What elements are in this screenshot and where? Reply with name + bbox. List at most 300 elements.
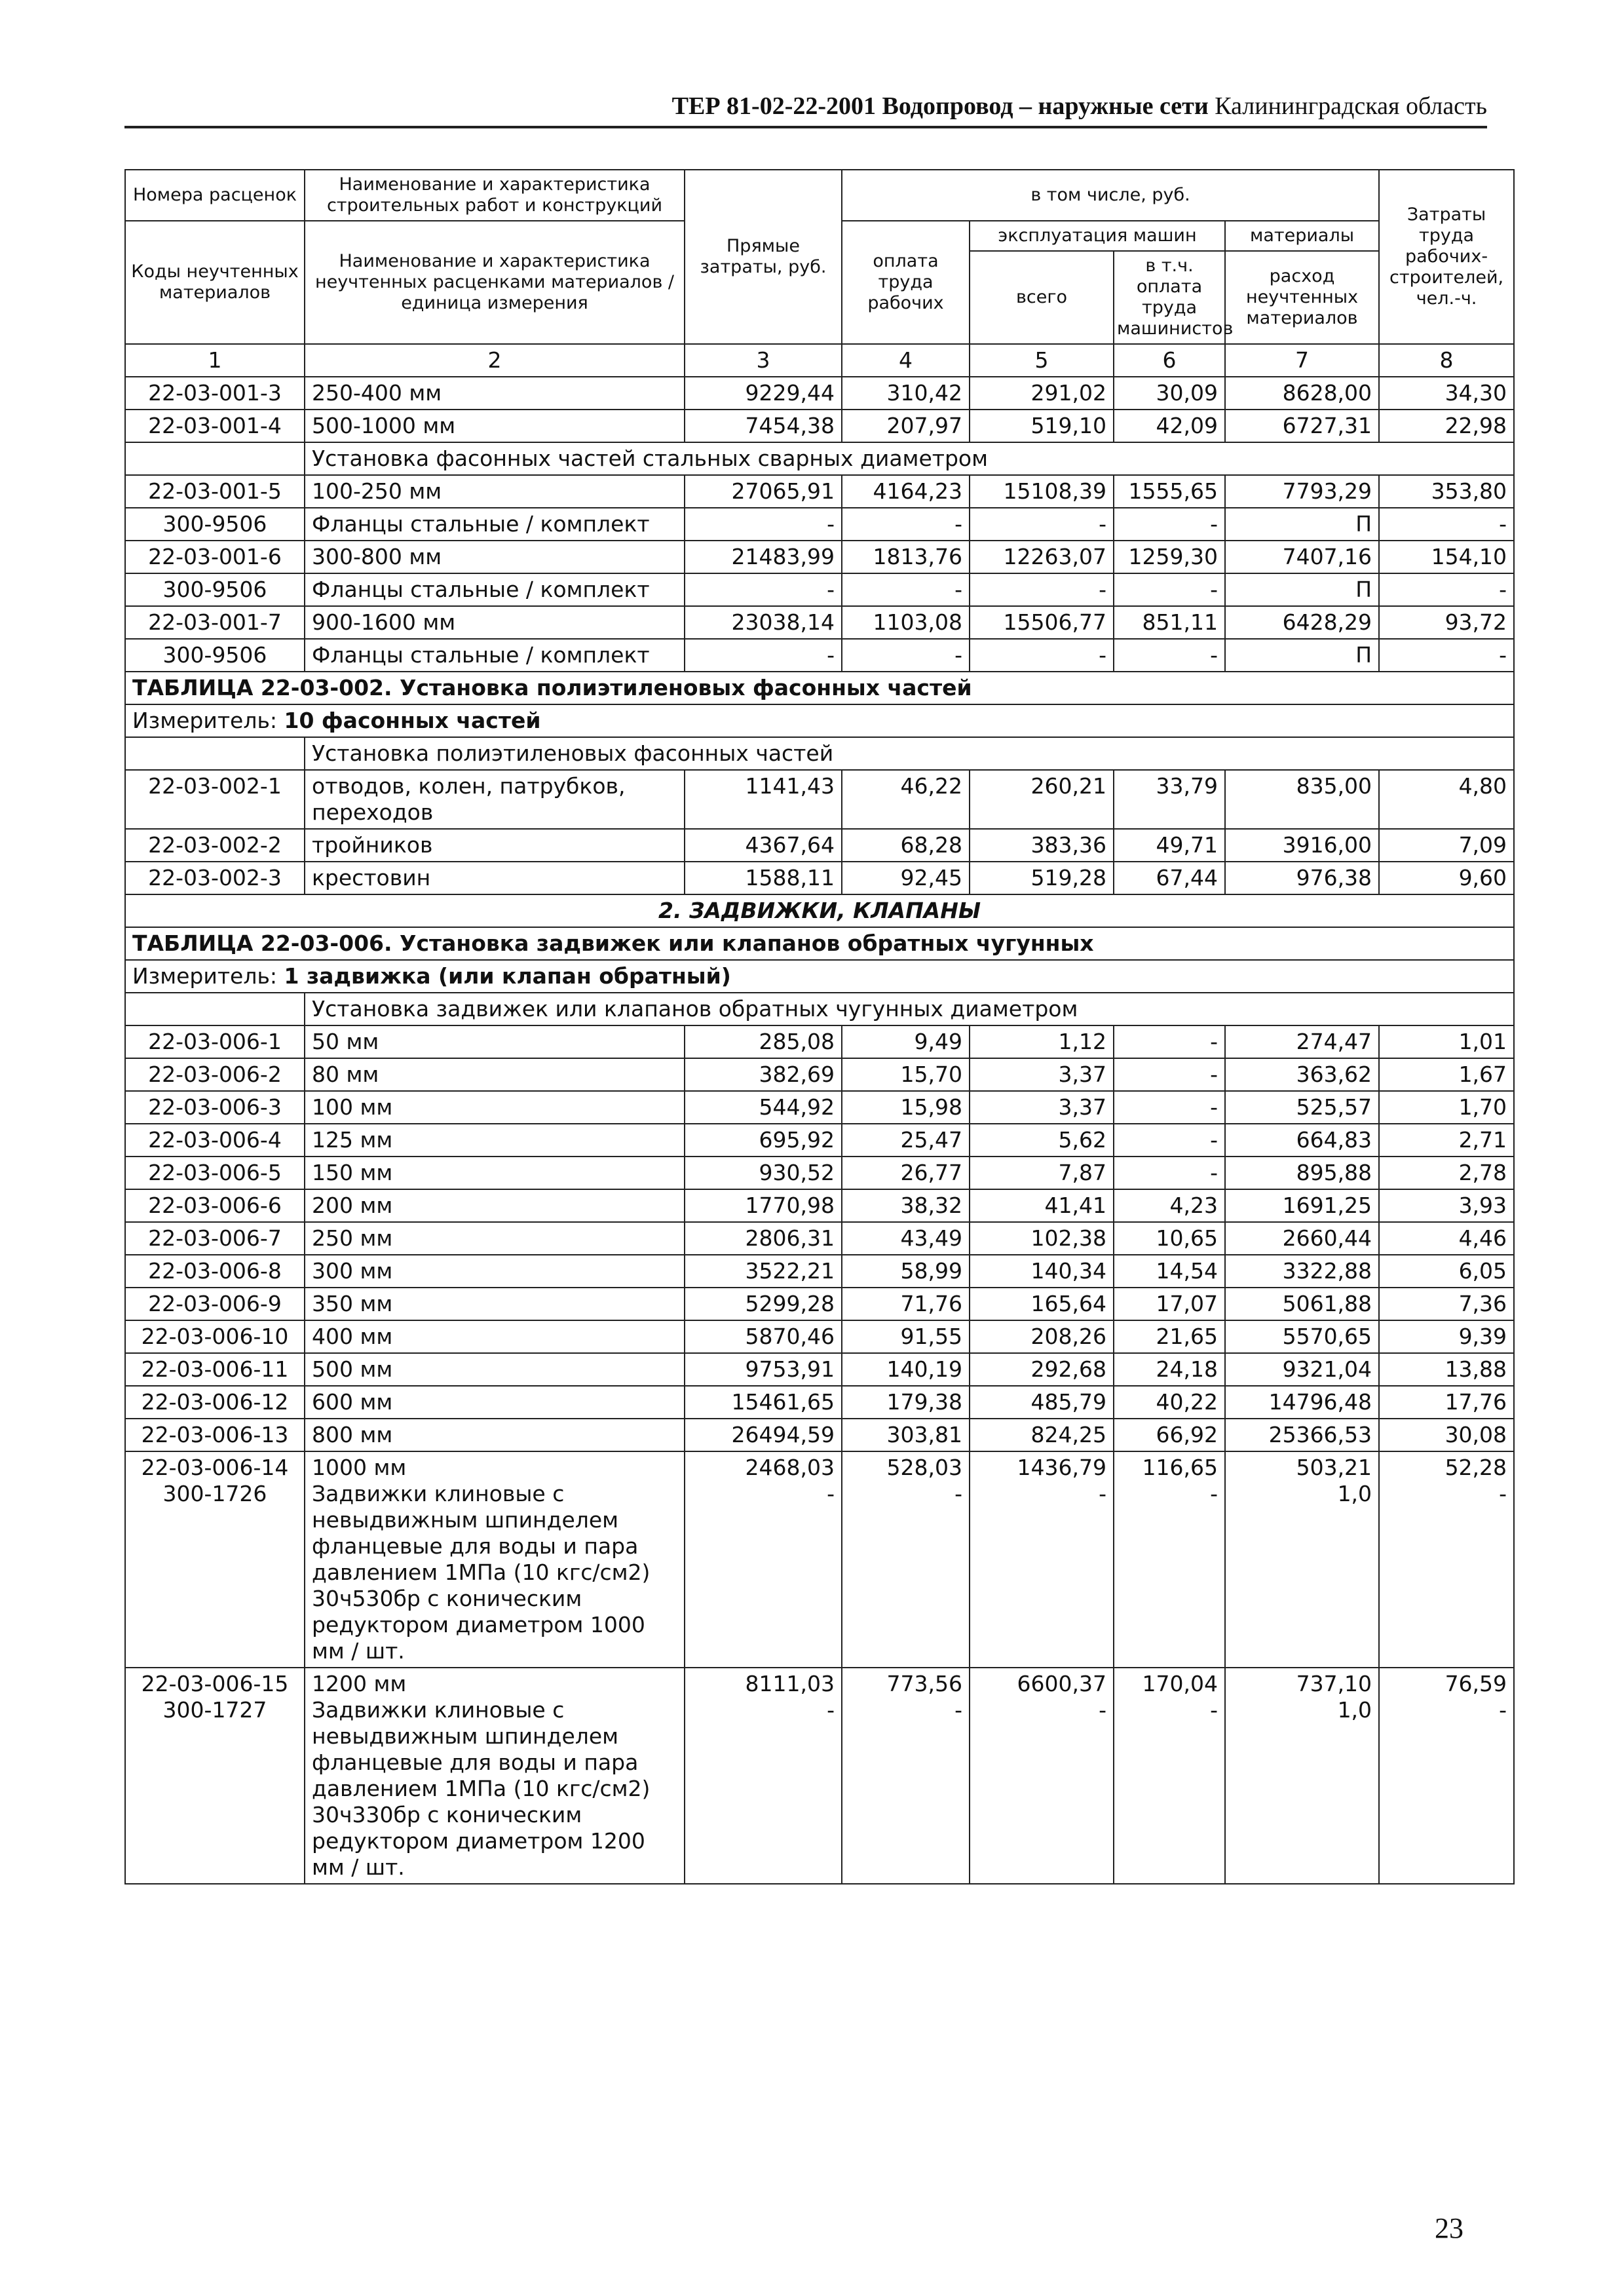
machines-total: 824,25 [970,1419,1114,1451]
rate-code: 300-9506 [125,639,305,672]
materials: 7407,16 [1225,541,1379,573]
page-header [124,92,1487,128]
rate-code: 22-03-006-2 [125,1058,305,1091]
col-number: 8 [1379,344,1514,377]
work-name: 80 мм [305,1058,685,1091]
page-number: 23 [1435,2212,1463,2244]
work-name-cell [305,1451,685,1668]
wages: 310,42 [842,377,970,410]
labor-hours: 76,59 [1445,1671,1507,1696]
work-name: 50 мм [305,1025,685,1058]
rate-code: 22-03-001-5 [125,475,305,508]
machines-total: 140,34 [970,1255,1114,1288]
col-number: 3 [685,344,842,377]
work-name: отводов, колен, патрубков, переходов [305,770,685,829]
work-name: крестовин [305,862,685,894]
col-code-header: Номера расценок [125,170,305,221]
work-name: 100-250 мм [305,475,685,508]
work-name: 200 мм [305,1189,685,1222]
wages: - [842,639,970,672]
header-row-1 [125,170,1514,221]
wages: 26,77 [842,1157,970,1189]
wages: 4164,23 [842,475,970,508]
material-rate-code: 300-1727 [162,1697,267,1723]
direct-costs: 2806,31 [685,1222,842,1255]
material-labor-hours: - [1499,1697,1507,1723]
machines-total: - [970,508,1114,541]
material-row [125,639,1514,672]
materials-cell [1225,1668,1379,1884]
materials: 274,47 [1225,1025,1379,1058]
work-name: Фланцы стальные / комплект [305,508,685,541]
rates-table [124,169,1515,1885]
work-name: 800 мм [305,1419,685,1451]
work-name: 125 мм [305,1124,685,1157]
work-name: 1200 мм [312,1671,407,1696]
materials-cell [1225,1451,1379,1668]
materials: П [1225,639,1379,672]
materials: 525,57 [1225,1091,1379,1124]
labor-hours: 4,80 [1379,770,1514,829]
col-wages-header: оплата труда рабочих [842,221,970,344]
col-unaccounted-materials-header: расход неучтенных материалов [1225,251,1379,344]
machines-total: 260,21 [970,770,1114,829]
group-title: Установка фасонных частей стальных сварных диаметром [305,442,1514,475]
group-title: Установка полиэтиленовых фасонных частей [305,737,1514,770]
wages: 46,22 [842,770,970,829]
material-row [125,573,1514,606]
col-number: 5 [970,344,1114,377]
col-number: 1 [125,344,305,377]
col-labor-hours-header: Затраты труда рабочих-строителей, чел.-ч. [1379,170,1514,344]
work-name: 600 мм [305,1386,685,1419]
rate-code: 22-03-002-1 [125,770,305,829]
labor-hours: 7,09 [1379,829,1514,862]
table-row [125,1419,1514,1451]
section-title-row [125,894,1514,927]
group-title: Установка задвижек или клапанов обратных чугунных диаметром [305,993,1514,1025]
operators-wages: 30,09 [1114,377,1225,410]
col-machines-total-header: всего [970,251,1114,344]
rate-code-cell [125,1451,305,1668]
materials: 1691,25 [1225,1189,1379,1222]
col-material-code-header: Коды неучтенных материалов [125,221,305,344]
labor-hours: 9,60 [1379,862,1514,894]
operators-wages: 1259,30 [1114,541,1225,573]
col-materials-header: материалы [1225,221,1379,251]
rate-code: 22-03-006-4 [125,1124,305,1157]
direct-costs: - [685,639,842,672]
direct-costs: 9229,44 [685,377,842,410]
wages: 528,03 [886,1455,962,1480]
operators-wages: - [1114,1091,1225,1124]
col-operators-wages-header: в т.ч. оплата труда машинистов [1114,251,1225,344]
direct-costs: 15461,65 [685,1386,842,1419]
machines-total-cell [970,1451,1114,1668]
machines-total: 102,38 [970,1222,1114,1255]
table-row [125,1451,1514,1668]
machines-total: 519,28 [970,862,1114,894]
operators-wages: 4,23 [1114,1189,1225,1222]
table-row [125,1189,1514,1222]
operators-wages: 49,71 [1114,829,1225,862]
machines-total: 519,10 [970,410,1114,442]
materials: 363,62 [1225,1058,1379,1091]
table-row [125,410,1514,442]
col-number: 2 [305,344,685,377]
labor-hours: 52,28 [1445,1455,1507,1480]
wages: 303,81 [842,1419,970,1451]
wages: - [842,573,970,606]
table-title-row [125,927,1514,960]
machines-total: 12263,07 [970,541,1114,573]
materials: 737,10 [1296,1671,1372,1696]
wages: 43,49 [842,1222,970,1255]
operators-wages: - [1114,639,1225,672]
table-title-row [125,672,1514,704]
wages-cell [842,1451,970,1668]
col-name-header: Наименование и характеристика строительных работ и конструкций [305,170,685,221]
operators-wages: 170,04 [1142,1671,1218,1696]
operators-wages: 21,65 [1114,1320,1225,1353]
wages: 1813,76 [842,541,970,573]
table-row [125,1668,1514,1884]
machines-total: 15108,39 [970,475,1114,508]
table-row [125,1386,1514,1419]
wages: 38,32 [842,1189,970,1222]
rate-code: 22-03-006-11 [125,1353,305,1386]
labor-hours: 93,72 [1379,606,1514,639]
wages: 15,70 [842,1058,970,1091]
labor-hours: 4,46 [1379,1222,1514,1255]
material-machines-total: - [1099,1697,1106,1723]
meter-value: 1 задвижка (или клапан обратный) [284,963,731,989]
rate-code: 22-03-006-8 [125,1255,305,1288]
wages: - [842,508,970,541]
table-row [125,377,1514,410]
group-title-row [125,737,1514,770]
rate-code: 22-03-006-9 [125,1288,305,1320]
group-title-row [125,993,1514,1025]
direct-costs: - [685,573,842,606]
labor-hours-cell [1379,1451,1514,1668]
rate-code-cell [125,1668,305,1884]
material-wages: - [954,1697,962,1723]
direct-costs: 7454,38 [685,410,842,442]
rate-code: 22-03-006-1 [125,1025,305,1058]
header-document-code: ТЕР 81-02-22-2001 Водопровод – наружные сети [671,92,1209,120]
operators-wages: 14,54 [1114,1255,1225,1288]
labor-hours: 1,67 [1379,1058,1514,1091]
labor-hours: 1,01 [1379,1025,1514,1058]
operators-wages: 24,18 [1114,1353,1225,1386]
materials: 8628,00 [1225,377,1379,410]
operators-wages: 42,09 [1114,410,1225,442]
material-work-name: Задвижки клиновые с невыдвижным шпинделем фланцевые для воды и пара давлением 1МПа (10 кгс/см2) 30ч530бр с коническим редуктором диаметром 1000 мм / шт. [312,1481,651,1664]
machines-total: 291,02 [970,377,1114,410]
meter-line [125,960,1514,993]
materials: 503,21 [1296,1455,1372,1480]
materials: 2660,44 [1225,1222,1379,1255]
material-labor-hours: - [1499,1481,1507,1506]
operators-wages-cell [1114,1668,1225,1884]
operators-wages: 40,22 [1114,1386,1225,1419]
work-name: 500-1000 мм [305,410,685,442]
materials: 976,38 [1225,862,1379,894]
meter-value: 10 фасонных частей [284,708,541,733]
machines-total: 15506,77 [970,606,1114,639]
work-name: 250-400 мм [305,377,685,410]
direct-costs: 5870,46 [685,1320,842,1353]
direct-costs: 9753,91 [685,1353,842,1386]
col-number: 6 [1114,344,1225,377]
operators-wages: - [1114,1124,1225,1157]
work-name: Фланцы стальные / комплект [305,573,685,606]
rate-code: 22-03-002-2 [125,829,305,862]
table-row [125,541,1514,573]
direct-costs: 1770,98 [685,1189,842,1222]
materials: П [1225,508,1379,541]
operators-wages: 67,44 [1114,862,1225,894]
rate-code: 22-03-006-6 [125,1189,305,1222]
direct-costs-cell [685,1668,842,1884]
direct-costs: 382,69 [685,1058,842,1091]
machines-total: 6600,37 [1017,1671,1106,1696]
machines-total: 1436,79 [1017,1455,1106,1480]
material-direct-costs: - [827,1697,835,1723]
materials: 5570,65 [1225,1320,1379,1353]
wages-cell [842,1668,970,1884]
material-wages: - [954,1481,962,1506]
wages: 15,98 [842,1091,970,1124]
wages: 1103,08 [842,606,970,639]
labor-hours: - [1379,508,1514,541]
direct-costs: 4367,64 [685,829,842,862]
direct-costs-cell [685,1451,842,1668]
labor-hours-cell [1379,1668,1514,1884]
meter-line [125,704,1514,737]
header-region: Калининградская область [1215,92,1487,120]
direct-costs: 8111,03 [745,1671,835,1696]
work-name: тройников [305,829,685,862]
wages: 92,45 [842,862,970,894]
material-materials: 1,0 [1337,1481,1372,1506]
labor-hours: 17,76 [1379,1386,1514,1419]
materials: 5061,88 [1225,1288,1379,1320]
table-row [125,1157,1514,1189]
rate-code: 22-03-001-6 [125,541,305,573]
wages: 71,76 [842,1288,970,1320]
direct-costs: 23038,14 [685,606,842,639]
section-title: 2. ЗАДВИЖКИ, КЛАПАНЫ [125,894,1514,927]
machines-total: 41,41 [970,1189,1114,1222]
wages: 68,28 [842,829,970,862]
rate-code: 22-03-002-3 [125,862,305,894]
wages: 9,49 [842,1025,970,1058]
wages: 179,38 [842,1386,970,1419]
table-title: ТАБЛИЦА 22-03-002. Установка полиэтиленовых фасонных частей [125,672,1514,704]
operators-wages: 10,65 [1114,1222,1225,1255]
work-name: 500 мм [305,1353,685,1386]
material-operators-wages: - [1210,1697,1218,1723]
direct-costs: - [685,508,842,541]
materials: 14796,48 [1225,1386,1379,1419]
rate-code: 22-03-006-3 [125,1091,305,1124]
operators-wages: - [1114,508,1225,541]
meter-label: Измеритель: [132,708,278,733]
empty-cell [125,442,305,475]
meter-line-row [125,960,1514,993]
material-machines-total: - [1099,1481,1106,1506]
work-name: 400 мм [305,1320,685,1353]
operators-wages: 17,07 [1114,1288,1225,1320]
machines-total: 3,37 [970,1058,1114,1091]
direct-costs: 27065,91 [685,475,842,508]
table-row [125,862,1514,894]
material-rate-code: 300-1726 [162,1481,267,1506]
machines-total: 292,68 [970,1353,1114,1386]
labor-hours: 7,36 [1379,1288,1514,1320]
labor-hours: 13,88 [1379,1353,1514,1386]
machines-total: 208,26 [970,1320,1114,1353]
work-name: 300 мм [305,1255,685,1288]
materials: 9321,04 [1225,1353,1379,1386]
material-materials: 1,0 [1337,1697,1372,1723]
table-row [125,475,1514,508]
operators-wages: 851,11 [1114,606,1225,639]
materials: 7793,29 [1225,475,1379,508]
operators-wages: 116,65 [1142,1455,1218,1480]
wages: 25,47 [842,1124,970,1157]
materials: 6727,31 [1225,410,1379,442]
wages: 773,56 [886,1671,962,1696]
rate-code: 22-03-006-13 [125,1419,305,1451]
labor-hours: 30,08 [1379,1419,1514,1451]
direct-costs: 2468,03 [745,1455,835,1480]
col-machines-header: эксплуатация машин [970,221,1225,251]
machines-total: 3,37 [970,1091,1114,1124]
machines-total: 485,79 [970,1386,1114,1419]
table-row [125,1124,1514,1157]
materials: 6428,29 [1225,606,1379,639]
table-row [125,1320,1514,1353]
work-name: 100 мм [305,1091,685,1124]
machines-total: 5,62 [970,1124,1114,1157]
labor-hours: - [1379,573,1514,606]
direct-costs: 930,52 [685,1157,842,1189]
labor-hours: 353,80 [1379,475,1514,508]
materials: 25366,53 [1225,1419,1379,1451]
materials: 3322,88 [1225,1255,1379,1288]
meter-line-row [125,704,1514,737]
machines-total: - [970,573,1114,606]
material-row [125,508,1514,541]
operators-wages-cell [1114,1451,1225,1668]
rate-code: 22-03-006-12 [125,1386,305,1419]
work-name: 150 мм [305,1157,685,1189]
direct-costs: 21483,99 [685,541,842,573]
rate-code: 300-9506 [125,508,305,541]
labor-hours: 1,70 [1379,1091,1514,1124]
wages: 91,55 [842,1320,970,1353]
table-row [125,1091,1514,1124]
machines-total: 1,12 [970,1025,1114,1058]
direct-costs: 285,08 [685,1025,842,1058]
materials: П [1225,573,1379,606]
materials: 835,00 [1225,770,1379,829]
column-numbers-row [125,344,1514,377]
col-number: 7 [1225,344,1379,377]
work-name: Фланцы стальные / комплект [305,639,685,672]
direct-costs: 3522,21 [685,1255,842,1288]
rate-code: 22-03-006-15 [141,1671,289,1696]
table-row [125,606,1514,639]
table-row [125,1222,1514,1255]
work-name: 1000 мм [312,1455,407,1480]
labor-hours: 22,98 [1379,410,1514,442]
col-group-header: в том числе, руб. [842,170,1379,221]
col-direct-costs-header: Прямые затраты, руб. [685,170,842,344]
wages: 58,99 [842,1255,970,1288]
operators-wages: - [1114,573,1225,606]
labor-hours: 2,71 [1379,1124,1514,1157]
rate-code: 22-03-006-10 [125,1320,305,1353]
wages: 140,19 [842,1353,970,1386]
work-name: 250 мм [305,1222,685,1255]
empty-cell [125,993,305,1025]
rate-code: 300-9506 [125,573,305,606]
machines-total-cell [970,1668,1114,1884]
direct-costs: 1141,43 [685,770,842,829]
direct-costs: 544,92 [685,1091,842,1124]
direct-costs: 695,92 [685,1124,842,1157]
machines-total: 165,64 [970,1288,1114,1320]
table-row [125,1025,1514,1058]
labor-hours: 154,10 [1379,541,1514,573]
material-direct-costs: - [827,1481,835,1506]
table-row [125,1288,1514,1320]
materials: 3916,00 [1225,829,1379,862]
rates-document [124,169,1513,1885]
direct-costs: 26494,59 [685,1419,842,1451]
material-work-name: Задвижки клиновые с невыдвижным шпинделем фланцевые для воды и пара давлением 1МПа (10 кгс/см2) 30ч330бр с коническим редуктором диаметром 1200 мм / шт. [312,1697,651,1880]
table-title: ТАБЛИЦА 22-03-006. Установка задвижек или клапанов обратных чугунных [125,927,1514,960]
table-row [125,1353,1514,1386]
labor-hours: 3,93 [1379,1189,1514,1222]
group-title-row [125,442,1514,475]
machines-total: 383,36 [970,829,1114,862]
empty-cell [125,737,305,770]
rate-code: 22-03-006-14 [141,1455,289,1480]
labor-hours: 9,39 [1379,1320,1514,1353]
col-material-name-header: Наименование и характеристика неучтенных расценками материалов / единица измерения [305,221,685,344]
direct-costs: 5299,28 [685,1288,842,1320]
materials: 895,88 [1225,1157,1379,1189]
rate-code: 22-03-006-7 [125,1222,305,1255]
wages: 207,97 [842,410,970,442]
rate-code: 22-03-001-7 [125,606,305,639]
meter-label: Измеритель: [132,963,278,989]
machines-total: - [970,639,1114,672]
operators-wages: 1555,65 [1114,475,1225,508]
table-row [125,1058,1514,1091]
operators-wages: - [1114,1058,1225,1091]
machines-total: 7,87 [970,1157,1114,1189]
work-name-cell [305,1668,685,1884]
work-name: 350 мм [305,1288,685,1320]
direct-costs: 1588,11 [685,862,842,894]
rate-code: 22-03-001-4 [125,410,305,442]
